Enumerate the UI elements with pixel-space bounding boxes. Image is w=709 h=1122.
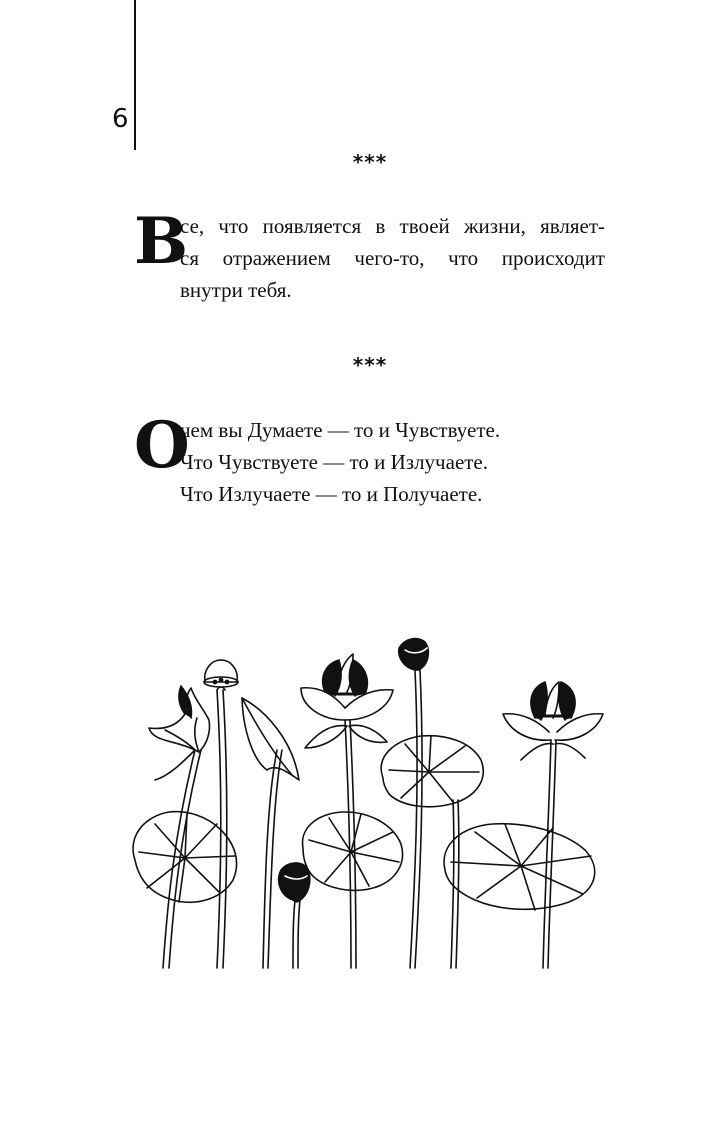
- paragraph-line: се, что появляется в твоей жизни, являет-: [180, 214, 605, 238]
- paragraph-2: [134, 408, 605, 514]
- dropcap-letter: В: [134, 204, 189, 279]
- paragraph-line: Что Чувствуете — то и Излучаете.: [180, 450, 489, 474]
- dropcap-letter: О: [134, 408, 190, 483]
- section-separator-1: ***: [352, 150, 388, 174]
- section-separator-2: ***: [352, 353, 388, 377]
- paragraph-line: ся отражением чего-то, что происходит: [180, 246, 605, 270]
- lotus-flowers-illustration: [125, 630, 615, 975]
- page-number: 6: [112, 104, 129, 134]
- paragraph-1: [134, 204, 605, 310]
- paragraph-line: Что Излучаете — то и Получаете.: [180, 482, 483, 506]
- paragraph-line: чем вы Думаете — то и Чувствуете.: [180, 418, 501, 442]
- paragraph-line: внутри тебя.: [180, 278, 292, 302]
- margin-rule: [134, 0, 136, 150]
